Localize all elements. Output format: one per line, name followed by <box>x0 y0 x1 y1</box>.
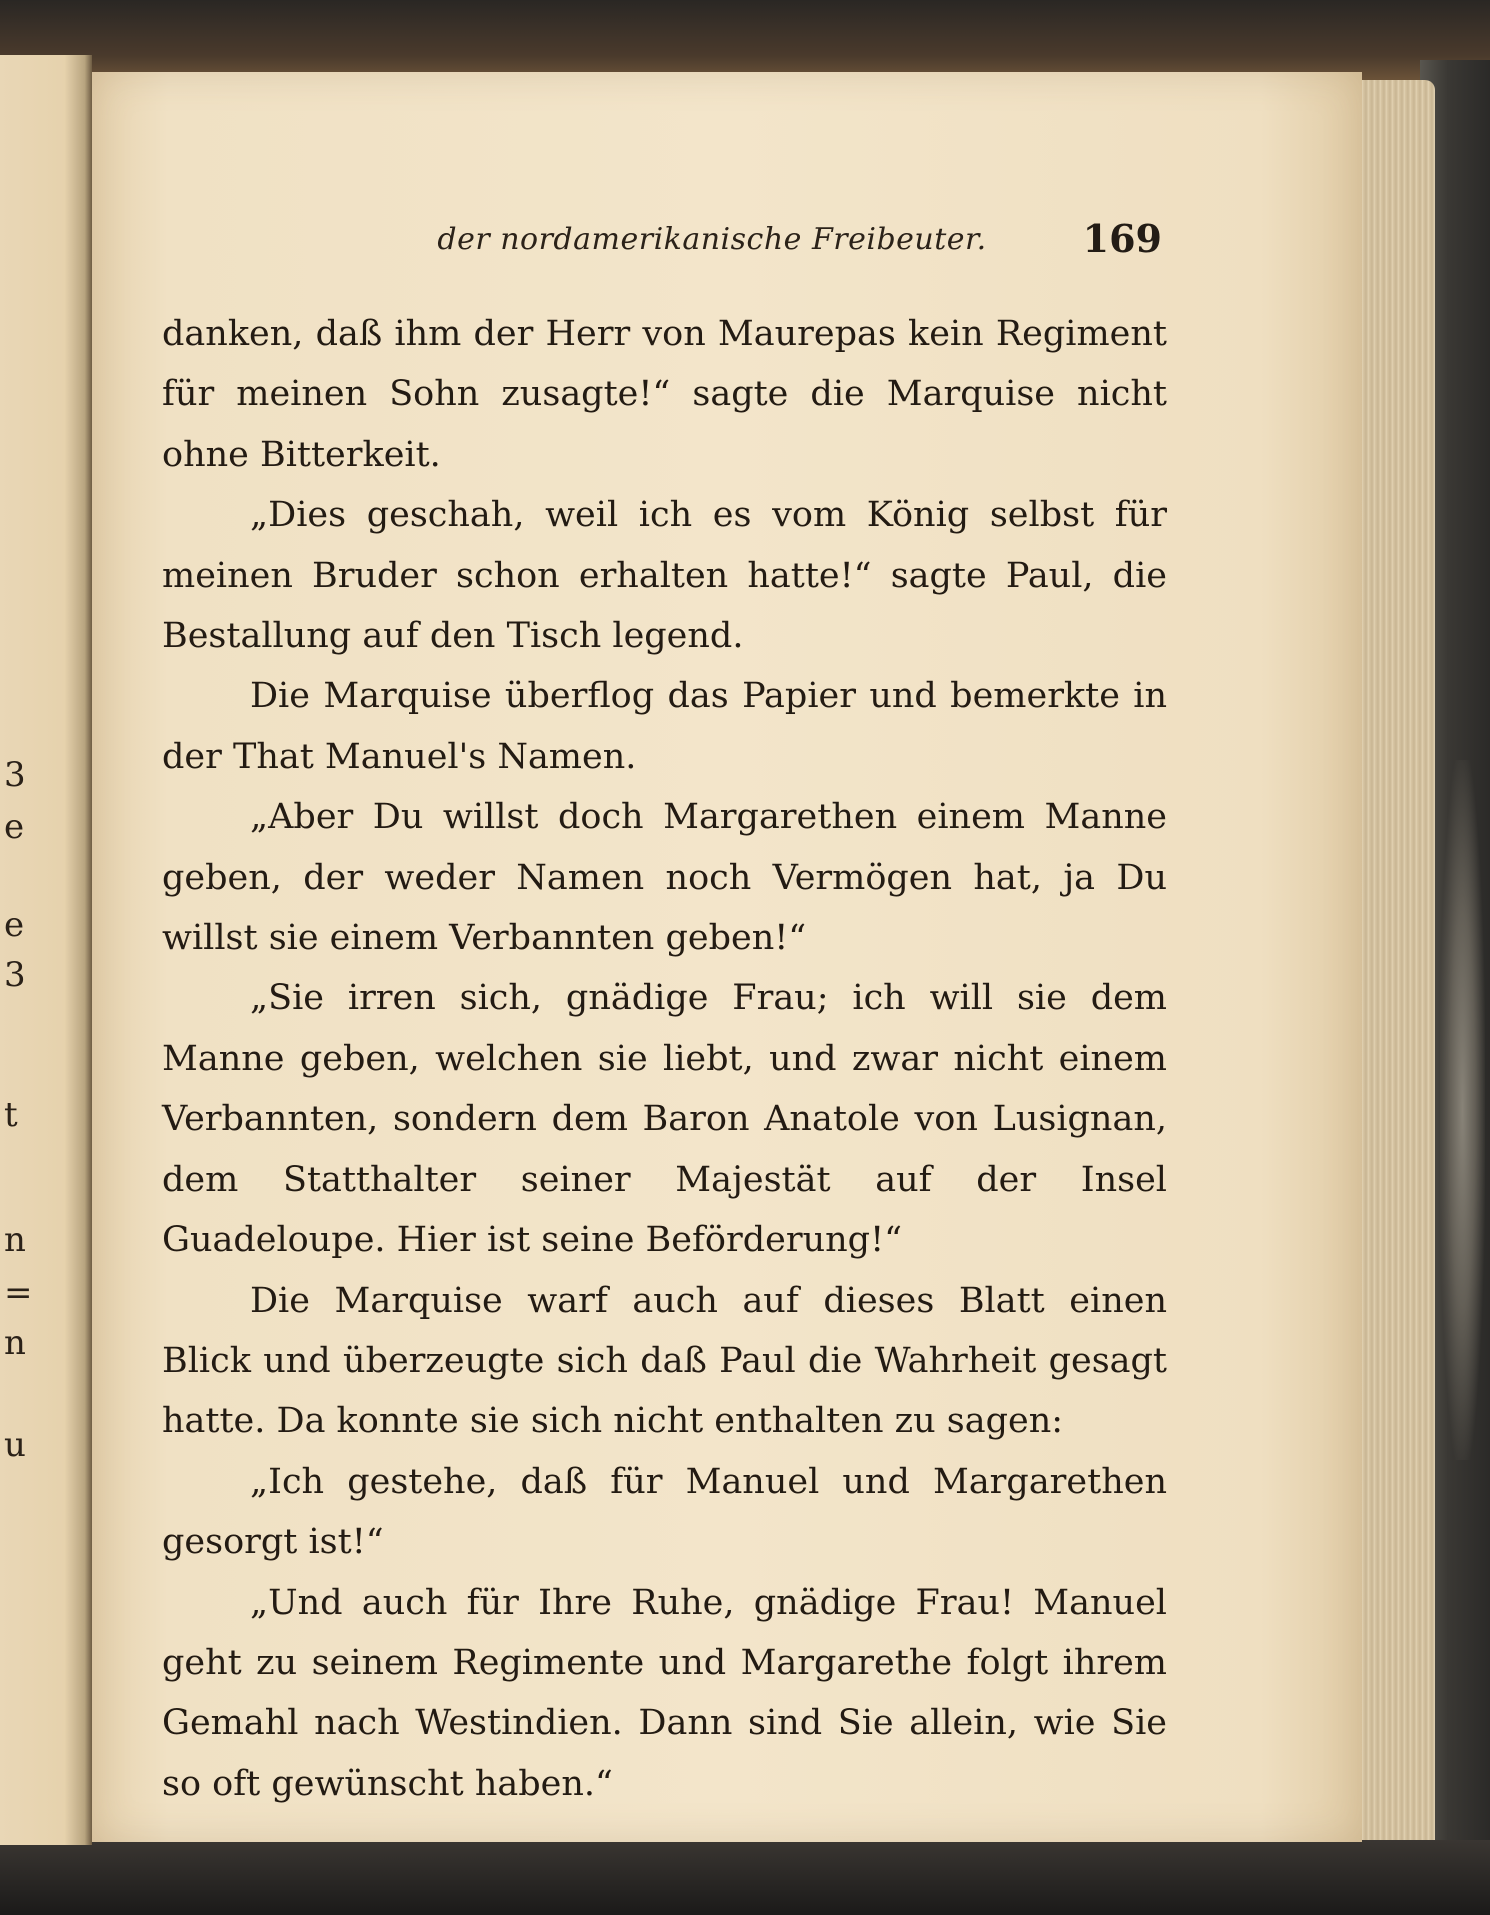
paragraph: „Dies geschah, weil ich es vom König selbst für meinen Bruder schon erhalten hatte!“ sagte Paul, die Bestallung auf den Tisch legend. <box>162 495 1167 657</box>
paragraph: „Aber Du willst doch Margarethen einem Manne geben, der weder Namen noch Vermögen hat, ja Du willst sie einem Verbannten geben!“ <box>162 797 1167 959</box>
page-number: 169 <box>1082 216 1162 261</box>
paragraph: „Ich gestehe, daß für Manuel und Margarethen gesorgt ist!“ <box>162 1461 1167 1563</box>
paragraph: Die Marquise warf auch auf dieses Blatt einen Blick und überzeugte sich daß Paul die Wahrheit gesagt hatte. Da konnte sie sich nicht enthalten zu sagen: <box>162 1280 1167 1442</box>
paragraph: „Und auch für Ihre Ruhe, gnädige Frau! Manuel geht zu seinem Regimente und Margarethe folgt ihrem Gemahl nach Westindien. Dann sind Sie allein, wie Sie so oft gewünscht haben.“ <box>162 1582 1167 1804</box>
paragraph: „Sie irren sich, gnädige Frau; ich will sie dem Manne geben, welchen sie liebt, und zwar nicht einem Verbannten, sondern dem Baron Anatole von Lusignan, dem Statthalter seiner Majestät auf der Insel Guadeloupe. Hier ist seine Beförderung!“ <box>162 978 1167 1261</box>
left-page-fragment: u <box>4 1425 26 1465</box>
left-page-edge <box>0 55 92 1845</box>
left-page-fragment: e <box>4 807 25 847</box>
left-page-fragment: = <box>4 1273 33 1313</box>
left-page-fragment: t <box>4 1095 18 1135</box>
left-page-fragment: n <box>4 1323 26 1363</box>
book-page <box>92 72 1362 1842</box>
paragraph: Die Marquise überflog das Papier und bemerkte in der That Manuel's Namen. <box>162 676 1167 777</box>
left-page-fragment: n <box>4 1220 26 1260</box>
page-body <box>162 304 1167 1814</box>
running-head: der nordamerikanische Freibeuter. <box>437 222 987 257</box>
paragraph: danken, daß ihm der Herr von Maurepas kein Regiment für meinen Sohn zusagte!“ sagte die Marquise nicht ohne Bitterkeit. <box>162 314 1167 475</box>
left-page-fragment: e <box>4 905 25 945</box>
book-binding-bottom <box>0 1840 1490 1915</box>
book-binding-top <box>0 0 1490 80</box>
left-page-fragment: 3 <box>4 755 26 795</box>
left-page-fragment: 3 <box>4 955 26 995</box>
